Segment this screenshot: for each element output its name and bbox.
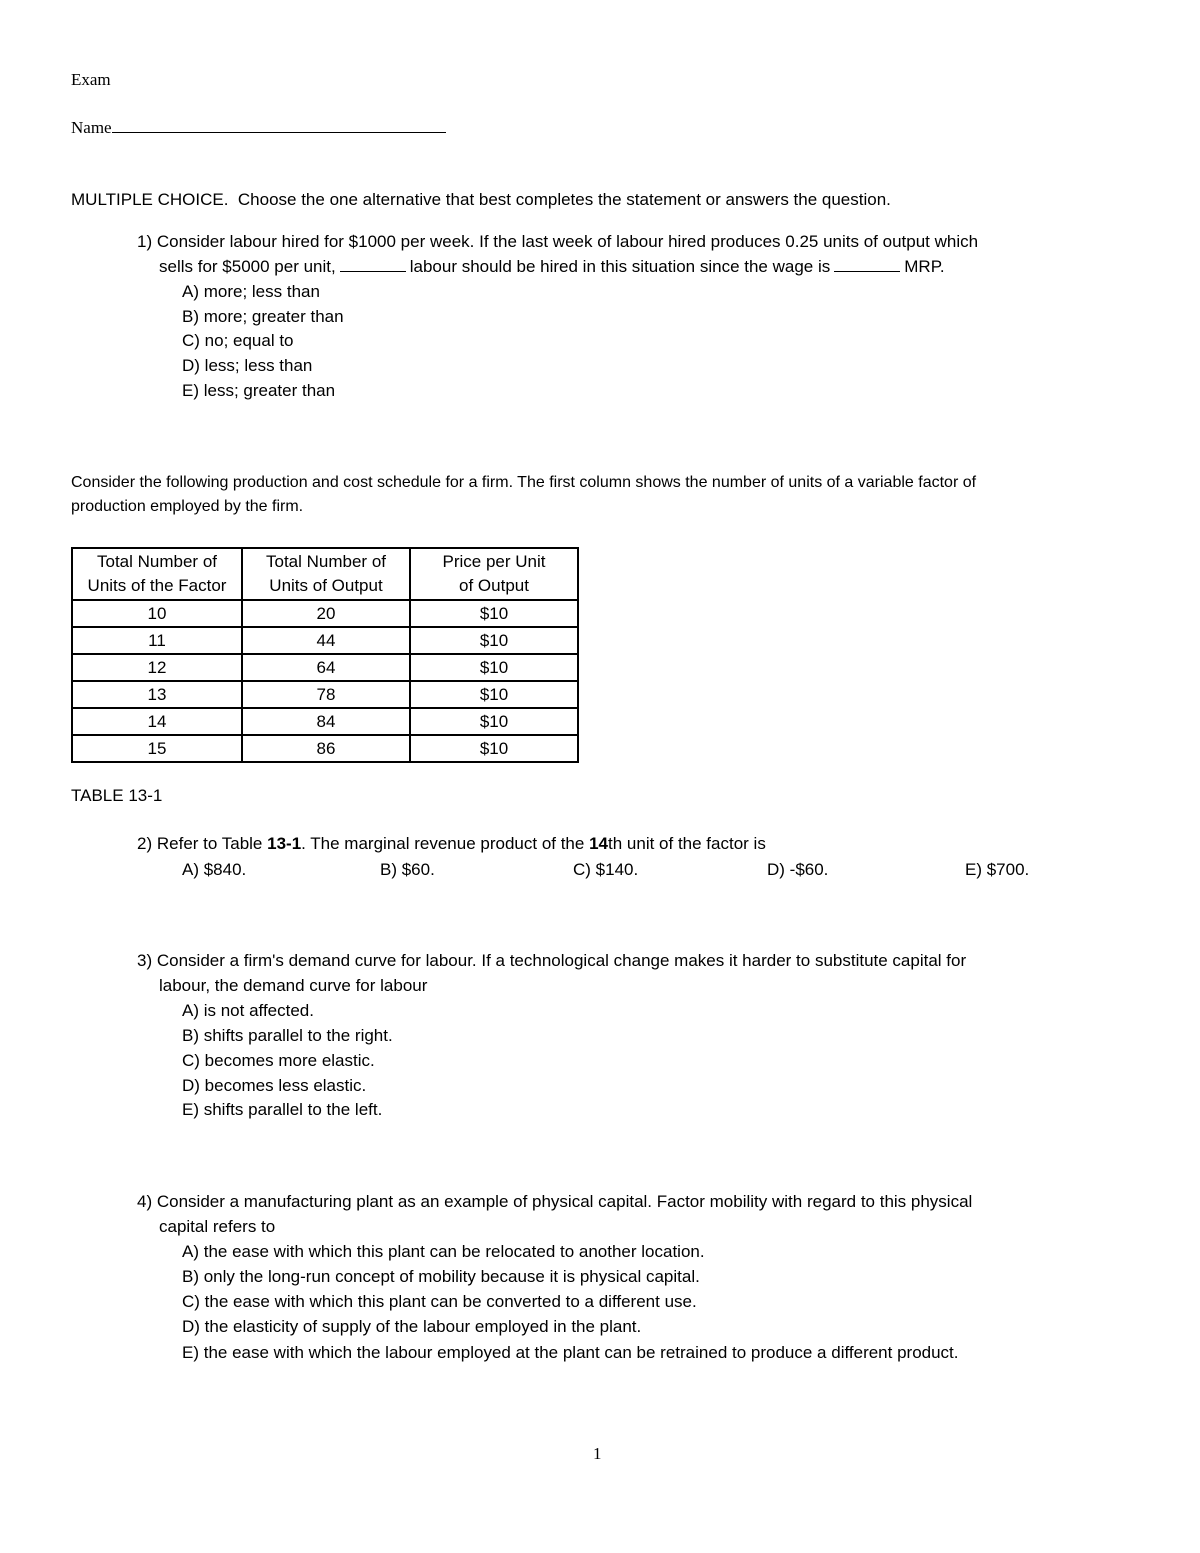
option-b[interactable]: B) more; greater than [182,307,344,326]
cell: 20 [242,600,410,627]
option-e[interactable]: E) the ease with which the labour employed at the plant can be retrained to produce a different product. [182,1343,959,1362]
question-text: Consider labour hired for $1000 per week. If the last week of labour hired produces 0.25 units of output which [156,232,979,251]
table-header-row [72,548,578,600]
cell: 14 [72,708,242,735]
option-d[interactable]: D) becomes less elastic. [182,1076,367,1095]
table-row [72,600,578,627]
table-row [72,708,578,735]
cell: 12 [72,654,242,681]
question-text: th unit of the factor is [608,834,766,853]
cell: 78 [242,681,410,708]
question-1-line-2 [159,257,945,277]
option-c[interactable]: C) the ease with which this plant can be converted to a different use. [182,1292,697,1311]
question-4-line-1 [137,1192,972,1212]
option-a[interactable]: A) $840. [182,860,247,879]
table-reference: 13-1 [267,834,302,853]
cell: $10 [410,627,578,654]
table-intro-line-2: production employed by the firm. [71,498,304,515]
name-blank-line [112,132,446,133]
table-row [72,627,578,654]
question-number: 1) [137,232,153,251]
question-text: Consider a firm's demand curve for labour. If a technological change makes it harder to substitute capital for [156,951,967,970]
question-number: 3) [137,951,153,970]
cell: $10 [410,735,578,762]
option-a[interactable]: A) the ease with which this plant can be relocated to another location. [182,1242,705,1261]
option-d[interactable]: D) -$60. [767,860,829,879]
table-row [72,654,578,681]
question-3-line-1 [137,951,966,971]
question-text: Refer to Table [156,834,263,853]
exam-label: Exam [71,70,111,89]
answer-blank [340,270,406,272]
option-a[interactable]: A) is not affected. [182,1001,314,1020]
section-instructions [71,190,891,210]
option-a[interactable]: A) more; less than [182,282,320,301]
question-number: 4) [137,1192,153,1211]
question-number: 2) [137,834,153,853]
page-number: 1 [593,1444,602,1463]
option-b[interactable]: B) $60. [380,860,435,879]
cell: 44 [242,627,410,654]
option-c[interactable]: C) $140. [573,860,639,879]
option-e[interactable]: E) shifts parallel to the left. [182,1100,383,1119]
cell: 64 [242,654,410,681]
answer-blank [834,270,900,272]
question-text: . The marginal revenue product of the [301,834,585,853]
option-e[interactable]: E) less; greater than [182,381,336,400]
unit-number: 14 [589,834,609,853]
header-output-units: Total Number of Units of Output [242,548,410,600]
section-title: MULTIPLE CHOICE. [71,190,229,209]
question-text: labour should be hired in this situation since the wage is [409,257,831,276]
table-caption: TABLE 13-1 [71,786,163,805]
question-4-line-2: capital refers to [159,1217,276,1236]
cell: $10 [410,600,578,627]
option-c[interactable]: C) becomes more elastic. [182,1051,375,1070]
cell: $10 [410,708,578,735]
option-c[interactable]: C) no; equal to [182,331,294,350]
cell: $10 [410,681,578,708]
question-text: sells for $5000 per unit, [159,257,336,276]
option-d[interactable]: D) less; less than [182,356,313,375]
cell: 13 [72,681,242,708]
production-schedule-table [71,547,579,763]
section-text: Choose the one alternative that best completes the statement or answers the question. [237,190,891,209]
table-intro-line-1: Consider the following production and cost schedule for a firm. The first column shows the number of units of a variable factor of [71,474,977,491]
question-2-line-1 [137,834,766,854]
option-e[interactable]: E) $700. [965,860,1030,879]
cell: 10 [72,600,242,627]
cell: 86 [242,735,410,762]
question-text: Consider a manufacturing plant as an example of physical capital. Factor mobility with regard to this physical [156,1192,973,1211]
question-text: MRP. [904,257,945,276]
cell: 15 [72,735,242,762]
table-row [72,735,578,762]
cell: 11 [72,627,242,654]
option-b[interactable]: B) only the long-run concept of mobility because it is physical capital. [182,1267,700,1286]
question-3-line-2: labour, the demand curve for labour [159,976,428,995]
table-row [72,681,578,708]
header-factor-units: Total Number of Units of the Factor [72,548,242,600]
question-1-line-1 [137,232,978,252]
name-field [71,118,446,138]
name-label: Name [71,118,112,137]
cell: 84 [242,708,410,735]
cell: $10 [410,654,578,681]
header-price: Price per Unit of Output [410,548,578,600]
option-d[interactable]: D) the elasticity of supply of the labour employed in the plant. [182,1317,642,1336]
option-b[interactable]: B) shifts parallel to the right. [182,1026,393,1045]
